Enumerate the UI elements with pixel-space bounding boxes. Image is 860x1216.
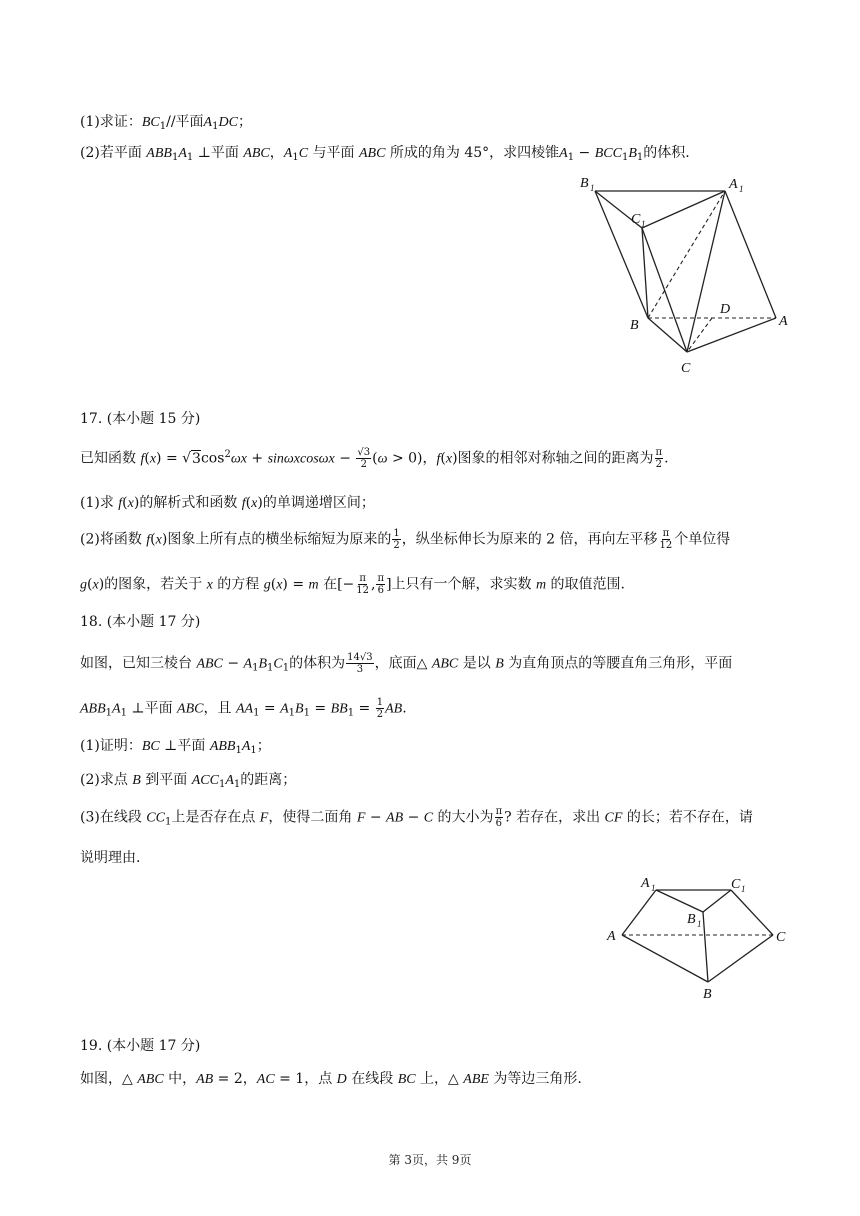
q17-part2-cont: g(x)的图象，若关于 x 的方程 g(x) = m 在[− $\frac{\pi}{12}$ , $\frac{\pi}{6}$ ]上只有一个解，求实数 m 的取值范围. [80, 573, 626, 596]
label-a: A [779, 314, 788, 329]
q16-part2: (2)若平面 $ABB_1A_1$ ⊥平面 ABC，$A_1C$ 与平面 ABC 所成的角为 45°，求四棱锥$A_1 - BCC_1B_1$的体积. [80, 145, 690, 163]
label-a: A [607, 929, 616, 944]
label-d: D [720, 302, 731, 317]
q17-stem: 已知函数 $f(x) = √3\cos^2\omega x + \sin\omega xcos\omega x$ − $\frac{√3}{2}$ (ω > 0)，f(x)图象的相邻对称轴之间的距离为 $\frac{\pi}{2}$ . [80, 447, 669, 470]
svg-text:1: 1 [739, 184, 744, 194]
q17-heading: 17. (本小题 15 分) [80, 411, 201, 427]
q18-part3-cont: 说明理由. [80, 850, 141, 866]
svg-text:1: 1 [741, 884, 746, 894]
svg-text:1: 1 [651, 883, 656, 893]
label-c: C [776, 930, 786, 945]
svg-text:1: 1 [641, 219, 646, 229]
label-b: B [630, 318, 639, 333]
svg-text:1: 1 [697, 919, 702, 929]
label-b1: B [580, 176, 589, 191]
q18-stem-cont: $ABB_1A_1$ ⊥平面 ABC，且 $AA_1 = A_1B_1 = BB_1$ = $\frac{1}{2}$ AB. [80, 697, 407, 720]
label-c: C [681, 361, 691, 376]
q18-frustum-figure [600, 866, 800, 1006]
q18-stem: 如图，已知三棱台 ABC − $A_1B_1C_1$的体积为 $\frac{14√3}{3}$ ，底面△ ABC 是以 B 为直角顶点的等腰直角三角形，平面 [80, 652, 733, 675]
q17-part2: (2)将函数 f(x)图象上所有点的横坐标缩短为原来的 $\frac{1}{2}$ ，纵坐标伸长为原来的 2 倍，再向左平移 $\frac{\pi}{12}$ 个单位得 [80, 528, 731, 551]
q18-heading: 18. (本小题 17 分) [80, 614, 201, 630]
label-c1: C [731, 877, 741, 892]
q17-part1: (1)求 f(x)的解析式和函数 f(x)的单调递增区间； [80, 495, 375, 511]
label-c1: C [631, 212, 641, 227]
q16-prism-figure [570, 170, 795, 380]
label-a1: A [641, 876, 650, 891]
q18-part1: (1)证明：BC ⊥平面 $ABB_1A_1$； [80, 738, 271, 756]
q18-part3: (3)在线段 $CC_1$上是否存在点 F，使得二面角 F − AB − C 的大小为 $\frac{\pi}{6}$ ? 若存在，求出 CF 的长；若不存在，请 [80, 806, 753, 829]
page-number: 第 3页，共 9页 [388, 1153, 472, 1167]
q19-stem: 如图，△ ABC 中，AB = 2，AC = 1，点 D 在线段 BC 上，△ ABE 为等边三角形. [80, 1071, 582, 1087]
label-b: B [703, 987, 712, 1002]
label-a1: A [729, 177, 738, 192]
svg-text:1: 1 [590, 183, 595, 193]
q18-part2: (2)求点 B 到平面 $ACC_1A_1$的距离； [80, 772, 297, 790]
label-b1: B [687, 912, 696, 927]
q16-part1: (1)求证：$BC_1//$平面$A_1DC$； [80, 114, 252, 132]
q19-heading: 19. (本小题 17 分) [80, 1038, 201, 1054]
